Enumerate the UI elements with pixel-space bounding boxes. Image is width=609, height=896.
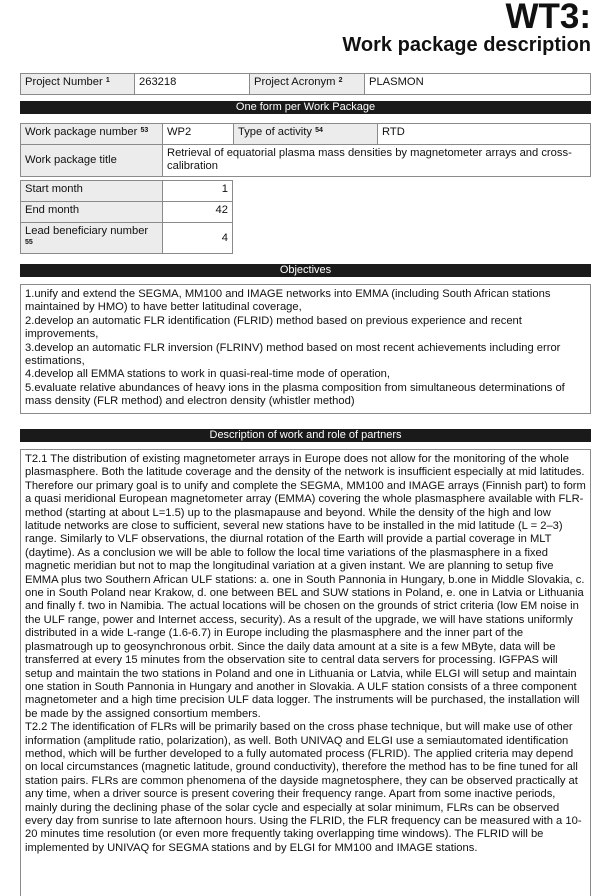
objectives-heading: Objectives: [20, 264, 591, 277]
document-title: Work package description: [342, 34, 591, 56]
activity-type-label: Type of activity $^{54}$: [234, 124, 378, 145]
activity-type-value: RTD: [378, 124, 591, 145]
end-month-label: End month: [21, 202, 163, 223]
objective-item: 4.develop all EMMA stations to work in quasi-real-time mode of operation,: [25, 368, 391, 381]
description-paragraph-t2-1: T2.1 The distribution of existing magnetometer arrays in Europe does not allow for the monitoring of the whole plasmasphere. Both the latitude coverage and the density of the network is insufficient especially at mid latitudes. Therefore our primary goal is to unify and complete the SEGMA, MM100 and IMAGE arrays (Finnish part) to form a quasi meridional European magnetometer array (EMMA) covering the whole plasmasphere available with FLR-method (starting at about L=1.5) up to the plasmapause and beyond. While the density of the high and low latitude networks are close to sufficient, several new stations have to be installed in the mid latitude (L = 2–3) range. Similarly to VLF observations, the diurnal rotation of the Earth will provide a partial coverage in MLT (daytime). As a conclusion we will be able to follow the local time variations of the plasmasphere in a fixed magnetic meridian but not to map the longitudinal variation at a given instant. We are planning to setup five EMMA plus two Southern African ULF stations: a. one in South Pannonia in Hungary, b.one in Middle Slovakia, c. one in South Poland near Krakow, d. one between BEL and SUW stations in Poland, e. one in Latvia or Lithuania and finally f. two in Namibia. The actual locations will be chosen on the grounds of strict criteria (low EM noise in the ULF range, power and Internet access, security). As a result of the upgrade, we will have stations uniformly distributed in a wide L-range (1.6-6.7) in Europe including the plasmasphere and the inner part of the plasmatrough up to geosynchronous orbit. Since the daily data amount at a site is a few MByte, data will be transferred at every 15 minutes from the observation site to central data servers for processing. IGFPAS will setup and maintain the two stations in Poland and one in Lithuania or Latvia, while ELGI will setup and maintain one station in South Pannonia in Hungary and another in Slovakia. A ULF station consists of a three component magnetometer and a high time precision ULF data logger. The instruments will be purchased, the installation will be made by the assigned consortium members.: [25, 453, 586, 720]
work-package-table: [20, 123, 591, 177]
project-acronym-label: Project Acronym $^2$: [250, 74, 365, 95]
description-paragraph-t2-2: T2.2 The identification of FLRs will be primarily based on the cross phase technique, but will make use of other information (amplitude ratio, polarization), as well. Both UNIVAQ and ELGI use a semiautomated identification method, which will be further developed to a fully automated process (FLRID). The applied criteria may depend on local circumstances (magnetic latitude, ground conductivity), therefore the method has to be fine tuned for all station pairs. FLRs are common phenomena of the dayside magnetosphere, they can be observed practically at any time, when a driver source is present covering their frequency range. Apart from some inactive periods, mainly during the declining phase of the solar cycle and especially at solar minimum, FLRs can be observed every day from sunrise to late afternoon hours. Using the FLRID, the FLR frequency can be measured with a 10-20 minutes time resolution (or even more frequently taking overlapping time windows). The FLRID will be implemented by UNIVAQ for SEGMA stations and by ELGI for MM100 and IMAGE stations.: [25, 721, 582, 854]
project-number-label: Project Number $^1$: [21, 74, 135, 95]
description-heading: Description of work and role of partners: [20, 429, 591, 442]
wp-number-value: WP2: [163, 124, 234, 145]
end-month-value: 42: [163, 202, 233, 223]
project-acronym-value: PLASMON: [365, 74, 591, 95]
objective-item: 1.unify and extend the SEGMA, MM100 and IMAGE networks into EMMA (including South African stations maintained by HMO) to have better latitudinal coverage,: [25, 288, 551, 314]
objectives-box: [20, 284, 591, 414]
project-number-value: 263218: [135, 74, 250, 95]
schedule-table: [20, 180, 233, 254]
form-note-bar: One form per Work Package: [20, 101, 591, 114]
lead-beneficiary-label: Lead beneficiary number $^{55}$: [21, 223, 163, 254]
footnote-marker: 2: [338, 77, 343, 84]
wp-number-label: Work package number $^{53}$: [21, 124, 163, 145]
objective-item: 2.develop an automatic FLR identification (FLRID) method based on previous experience and recent improvements,: [25, 314, 522, 341]
footnote-marker: 55: [25, 239, 33, 246]
document-header: [342, 0, 591, 56]
start-month-value: 1: [163, 181, 233, 202]
project-table: [20, 73, 591, 95]
footnote-marker: 1: [105, 77, 110, 84]
objective-item: 5.evaluate relative abundances of heavy ions in the plasma composition from simultaneous determinations of mass density (FLR method) and electron density (whistler method): [25, 381, 565, 408]
start-month-label: Start month: [21, 181, 163, 202]
document-code: WT3:: [505, 0, 591, 36]
lead-beneficiary-value: 4: [163, 223, 233, 254]
objective-item: 3.develop an automatic FLR inversion (FLRINV) method based on most recent achievements including error estimations,: [25, 341, 561, 368]
footnote-marker: 54: [315, 127, 323, 134]
footnote-marker: 53: [140, 127, 149, 134]
wp-title-value: Retrieval of equatorial plasma mass densities by magnetometer arrays and cross-calibration: [163, 145, 591, 177]
description-box: [20, 449, 591, 896]
wp-title-label: Work package title: [21, 145, 163, 177]
